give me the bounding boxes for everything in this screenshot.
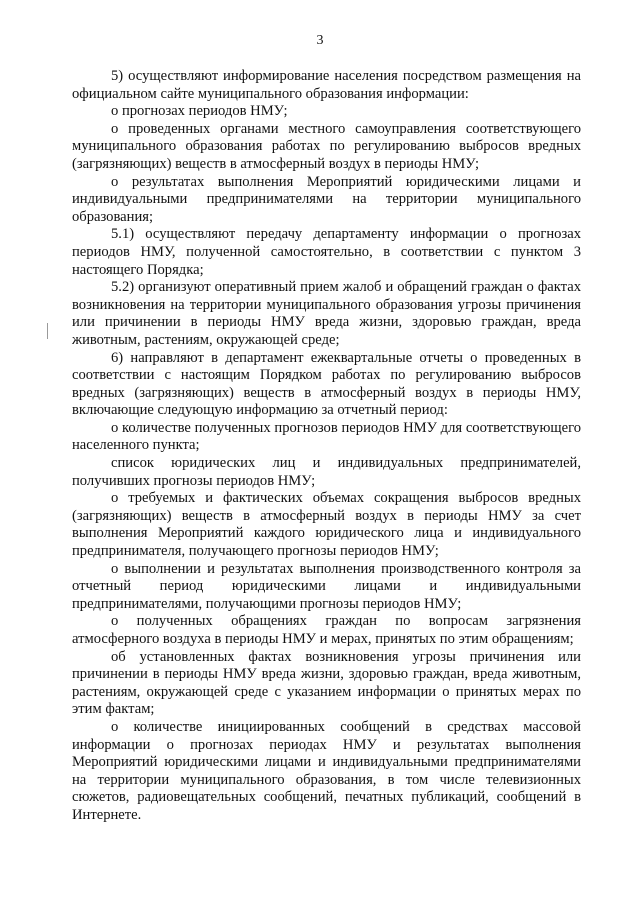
paragraph-forecast-count: о количестве полученных прогнозов периодов НМУ для соответствующего населенного пункта; — [72, 419, 581, 454]
paragraph-legal-entities-list: список юридических лиц и индивидуальных предпринимателей, получивших прогнозы периодов НМУ; — [72, 455, 581, 489]
paragraph-production-control: о выполнении и результатах выполнения производственного контроля за отчетный период юридическими лицами и индивидуальными предпринимателями, получающими прогнозы периодов НМУ; — [72, 560, 581, 612]
paragraph-item-5: 5) осуществляют информирование населения посредством размещения на официальном сайте муниципального образования информации: — [72, 68, 581, 102]
paragraph-emission-reduction: о требуемых и фактических объемах сокращения выбросов вредных (загрязняющих) веществ в атмосферный воздух в периоды НМУ за счет выполнения Мероприятий каждого юридического лица и индивидуального предпринимателя, получающего прогнозы периодов НМУ; — [72, 490, 581, 560]
paragraph-item-5-1: 5.1) осуществляют передачу департаменту информации о прогнозах периодов НМУ, полученной самостоятельно, в соответствии с пунктом 3 настоящего Порядка; — [72, 226, 581, 278]
paragraph-media-messages: о количестве инициированных сообщений в средствах массовой информации о прогнозах периодах НМУ и результатах выполнения Мероприятий юридическими лицами и индивидуальными предпринимателями на территории муниципального образования, в том числе телевизионных сюжетов, радиовещательных сообщений, печатных публикаций, сообщений в Интернете. — [72, 718, 581, 823]
paragraph-works-conducted: о проведенных органами местного самоуправления соответствующего муниципального образования работах по регулированию выбросов вредных (загрязняющих) веществ в атмосферный воздух в периоды НМУ; — [72, 120, 581, 172]
margin-mark — [47, 323, 48, 339]
paragraph-established-facts: об установленных фактах возникновения угрозы причинения или причинении в периоды НМУ вреда жизни, здоровью граждан, вреда животным, растениям, окружающей среде с указанием информации о принятых мерах по этим фактам; — [72, 648, 581, 718]
paragraph-citizen-appeals: о полученных обращениях граждан по вопросам загрязнения атмосферного воздуха в периоды НМУ и мерах, принятых по этим обращениям; — [72, 613, 581, 647]
paragraph-forecasts: о прогнозах периодов НМУ; — [111, 103, 288, 120]
paragraph-measures-results: о результатах выполнения Мероприятий юридическими лицами и индивидуальными предпринимателями на территории муниципального образования; — [72, 173, 581, 225]
document-body — [72, 68, 581, 825]
page-number: 3 — [316, 33, 324, 48]
paragraph-item-6: 6) направляют в департамент ежеквартальные отчеты о проведенных в соответствии с настоящим Порядком работах по регулированию выбросов вредных (загрязняющих) веществ в атмосферный воздух в периоды НМУ, включающие следующую информацию за отчетный период: — [72, 349, 581, 419]
paragraph-item-5-2: 5.2) организуют оперативный прием жалоб и обращений граждан о фактах возникновения на территории муниципального образования угрозы причинения или причинении в периоды НМУ вреда жизни, здоровью граждан, вреда животным, растениям, окружающей среде; — [72, 279, 581, 348]
